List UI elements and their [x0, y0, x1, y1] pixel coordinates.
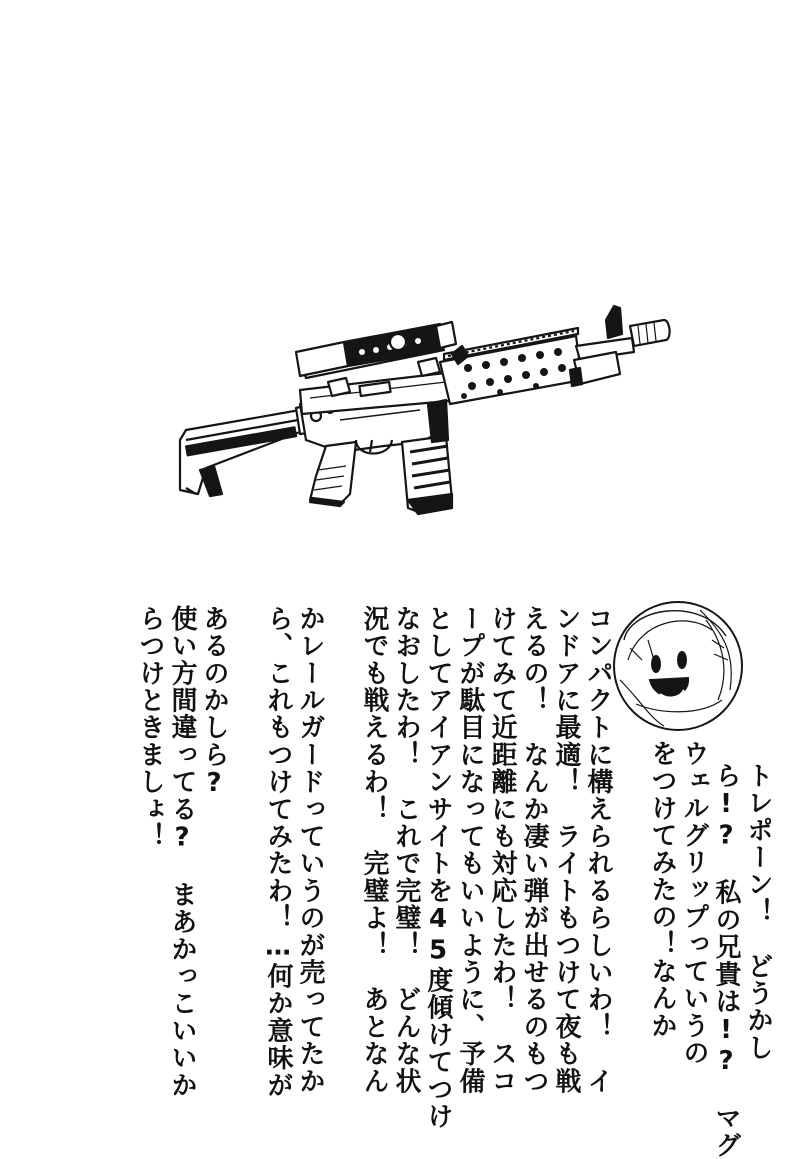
girl-face-icon	[614, 602, 742, 730]
text-column: ンドアに最適！ ライトもつけて夜も戦	[551, 605, 581, 1095]
text-column: をつけてみたの！なんか	[647, 740, 677, 1040]
text-column: ープが駄目になってもいいように、予備	[455, 605, 485, 1095]
text-column: あるのかしら?	[199, 605, 229, 800]
text-column: ら!? 私の兄貴は!? マグ	[711, 762, 741, 1159]
text-column: ウェルグリップっていうの	[679, 740, 709, 1067]
text-column: えるの！ なんか凄い弾が出せるのもつ	[519, 605, 549, 1095]
text-column: けてみて近距離にも対応したわ！ スコ	[487, 605, 517, 1095]
text-column: 況でも戦えるわ！ 完璧よ！ あとなん	[359, 605, 389, 1095]
text-column: としてアイアンサイトを45度傾けてつけ	[423, 605, 453, 1130]
text-column: 使い方間違ってる? まあかっこいいか	[167, 605, 197, 1099]
text-column: なおしたわ！ これで完璧！ どんな状	[391, 605, 421, 1095]
text-column: コンパクトに構えられるらしいわ！ イ	[583, 605, 613, 1095]
text-column: トレポーン！ どうかし	[743, 762, 773, 1062]
text-column: らつけときましょ！	[135, 605, 165, 850]
text-column: ら、これもつけてみたわ！…何か意味が	[263, 605, 293, 1099]
text-column: かレールガードっていうのが売ってたか	[295, 605, 325, 1095]
